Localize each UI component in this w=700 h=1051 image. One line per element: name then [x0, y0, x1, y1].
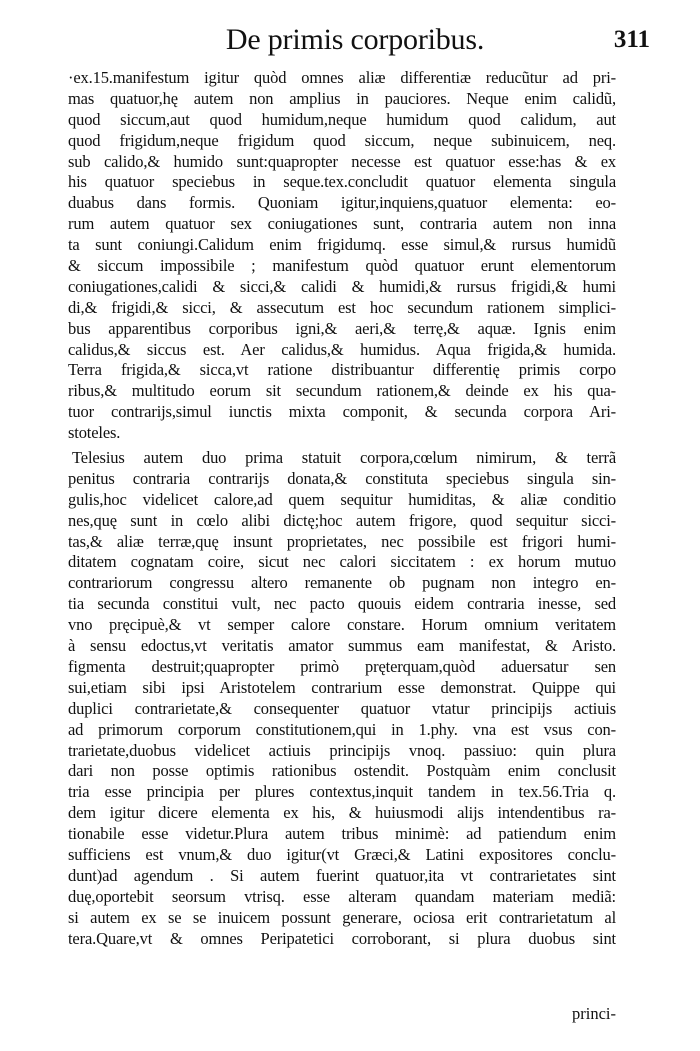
- text-line: sui,etiam sibi ipsi Aristotelem contrarium esse demonstrat. Quippe qui: [68, 677, 616, 697]
- text-line: à sensu edoctus,vt veritatis amator summus eam manifestat, & Aristo.: [68, 636, 616, 656]
- text-line: rum autem quatuor sex coniugationes sunt, contraria autem non inna: [68, 214, 616, 234]
- text-line: ta sunt coniungi.Calidum enim frigidumq. esse simul,& rursus humidũ: [68, 235, 616, 255]
- paragraph-2: [68, 448, 616, 949]
- text-line: contrariorum congressu altero remanente ob pugnam non integro en-: [68, 573, 616, 593]
- text-line: dari non posse optimis rationibus ostendit. Postquàm enim conclusit: [68, 761, 616, 781]
- text-line: tas,& aliæ terræ,quę insunt proprietates, nec possibile est frigori humi-: [68, 531, 616, 551]
- text-line: tionabile esse videtur.Plura autem tribus minimè: ad patiendum enim: [68, 824, 616, 844]
- catchword: princi-: [572, 1004, 616, 1023]
- page-title: De primis corporibus.: [225, 23, 485, 56]
- text-line: figmenta destruit;quapropter primò pręterquam,quòd aduersatur sen: [68, 656, 616, 676]
- running-head: [60, 20, 650, 60]
- text-block: [68, 68, 616, 949]
- text-line: di,& frigidi,& sicci, & assecutum est hoc secundum rationem simplici-: [68, 297, 616, 317]
- text-line: penitus contraria contrarijs donata,& constituta speciebus singula sin-: [68, 468, 616, 488]
- text-line: tuor contrarijs,simul iunctis mixta componit, & secunda corpora Ari-: [68, 402, 616, 422]
- text-line: ribus,& multitudo eorum sit secundum rationem,& deinde ex his qua-: [68, 381, 616, 401]
- text-line: vno pręcipuè,& vt semper calore constare. Horum omnium veritatem: [68, 615, 616, 635]
- text-line: dunt)ad agendum . Si autem fuerint quatuor,ita vt contrarietates sint: [68, 865, 616, 885]
- text-line: duabus dans formis. Quoniam igitur,inquiens,quatuor elementa: eo-: [68, 193, 616, 213]
- paragraph-1: [68, 68, 616, 444]
- text-line: quod frigidum,neque frigidum quod siccum, neque subinuicem, neq.: [68, 130, 616, 150]
- text-line: mas quatuor,hę autem non amplius in pauciores. Neque enim calidũ,: [68, 88, 616, 108]
- text-line: si autem ex se se inuicem possunt generare, ociosa erit contrarietatum al: [68, 907, 616, 927]
- text-line: Telesius autem duo prima statuit corpora,cœlum nimirum, & terrã: [72, 448, 616, 468]
- text-line: ditatem cognatam coire, sicut nec calori siccitatem : ex horum mutuo: [68, 552, 616, 572]
- text-line: duplici contrarietate,& consequenter quatuor vtatur principijs actiuis: [68, 698, 616, 718]
- text-line: tera.Quare,vt & omnes Peripatetici corroborant, si plura duobus sint: [68, 928, 616, 948]
- text-line: calidus,& siccus est. Aer calidus,& humidus. Aqua frigida,& humida.: [68, 339, 616, 359]
- text-line: his quatuor speciebus in seque.tex.concludit quatuor elementa singula: [68, 172, 616, 192]
- text-line: stoteles.: [68, 423, 121, 443]
- text-line: nes,quę sunt in cœlo alibi dictę;hoc autem frigore, quod sequitur sicci-: [68, 510, 616, 530]
- text-line: sufficiens est vnum,& duo igitur(vt Græci,& Latini expositores conclu-: [68, 844, 616, 864]
- text-line: Terra frigida,& sicca,vt ratione distribuantur differentię primis corpo: [68, 360, 616, 380]
- text-line: & siccum impossibile ; manifestum quòd quatuor erunt elementorum: [68, 256, 616, 276]
- text-line: bus apparentibus corporibus igni,& aeri,& terrę,& aquæ. Ignis enim: [68, 318, 616, 338]
- text-line: sub calido,& humido sunt:quapropter necesse est quatuor esse:has & ex: [68, 151, 616, 171]
- text-line: trarietate,duobus videlicet actiuis principijs vnoq. passiuo: quin plura: [68, 740, 616, 760]
- text-line: duę,oportebit seorsum vtrisq. esse alteram quandam materiam mediã:: [68, 886, 616, 906]
- text-line: quod siccum,aut quod humidum,neque humidum quod calidum, aut: [68, 109, 616, 129]
- text-line: ad primorum corporum constitutionem,qui in 1.phy. vna est vsus con-: [68, 719, 616, 739]
- text-line: dem igitur dicere elementa ex his, & huiusmodi alijs intendentibus ra-: [68, 803, 616, 823]
- text-line: ·ex.15.manifestum igitur quòd omnes aliæ differentiæ reducũtur ad pri-: [68, 68, 616, 87]
- text-line: gulis,hoc videlicet calore,ad quem sequitur humiditas, & aliæ conditio: [68, 489, 616, 509]
- text-line: coniugationes,calidi & sicci,& calidi & humidi,& rursus frigidi,& humi: [68, 276, 616, 296]
- text-line: tia secunda constitui vult, nec pacto quouis eidem contraria inesse, sed: [68, 594, 616, 614]
- folio-number: 311: [613, 26, 650, 53]
- text-line: tria esse principia per plures contextus,inquit tandem in tex.56.Tria q.: [68, 782, 616, 802]
